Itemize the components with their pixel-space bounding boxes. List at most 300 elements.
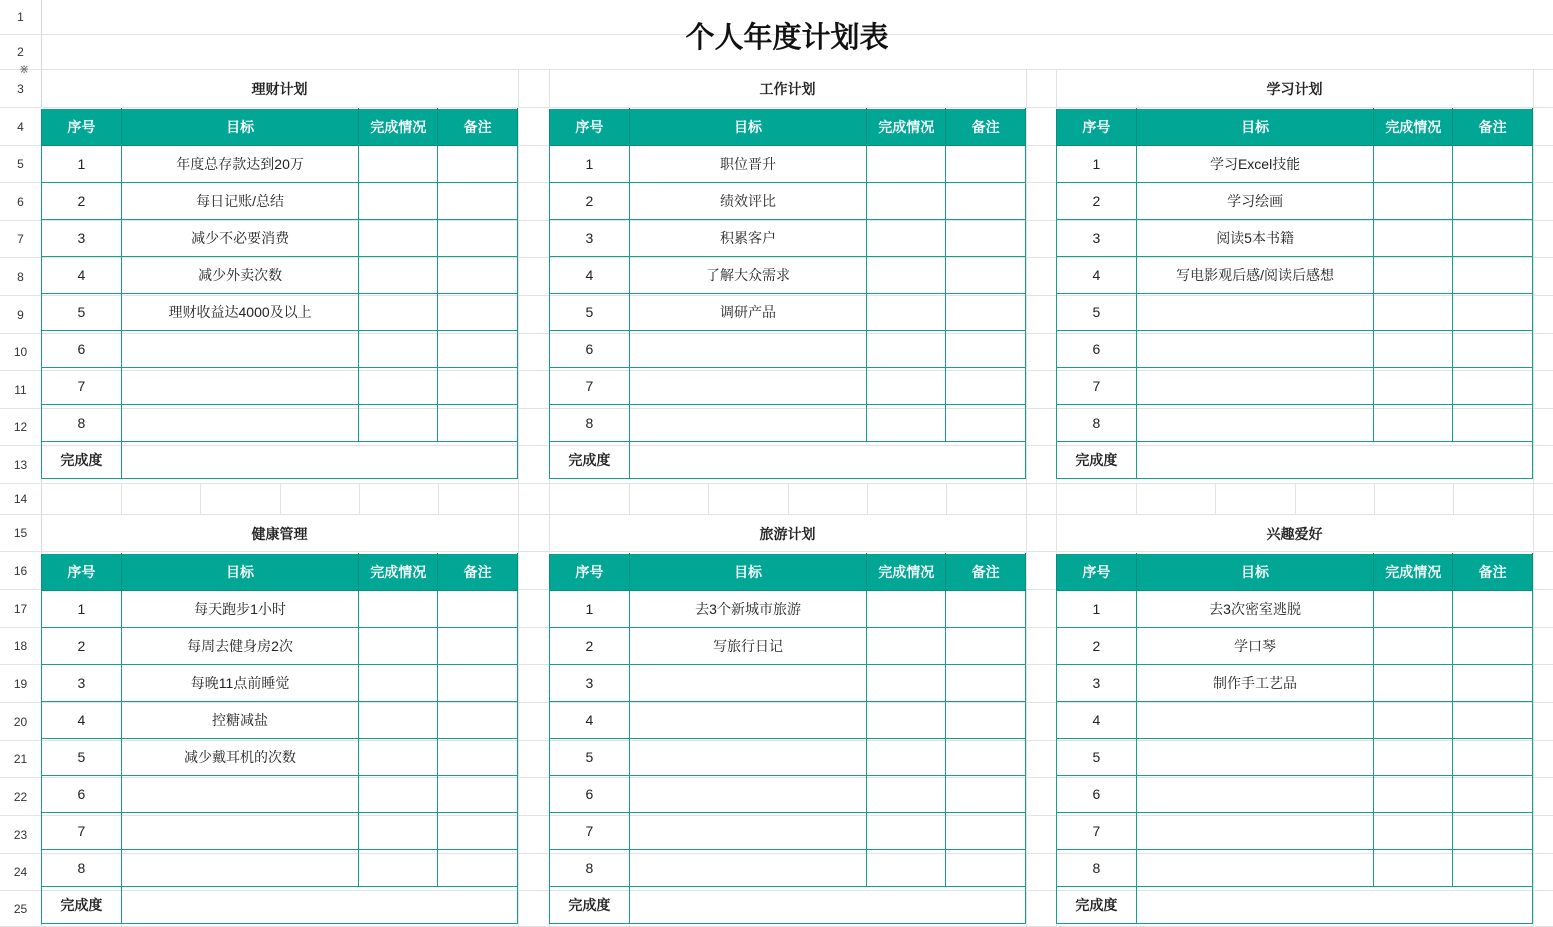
goal-cell[interactable] — [629, 739, 866, 776]
row-number[interactable]: 5 — [0, 146, 41, 183]
goal-cell[interactable] — [1136, 813, 1373, 850]
gridline — [1215, 484, 1216, 515]
completion-label[interactable]: 完成度 — [42, 442, 122, 479]
table-row — [550, 405, 1026, 442]
table-row — [42, 146, 518, 183]
status-cell[interactable] — [1374, 294, 1453, 331]
index-cell[interactable]: 5 — [550, 294, 630, 331]
goal-cell[interactable] — [1136, 739, 1373, 776]
status-cell[interactable] — [359, 702, 438, 739]
status-cell[interactable] — [867, 220, 946, 257]
note-cell[interactable] — [438, 331, 518, 368]
row-number[interactable]: 17 — [0, 590, 41, 628]
col-note-header[interactable]: 备注 — [946, 109, 1026, 146]
index-cell[interactable]: 4 — [550, 702, 630, 739]
gridline — [946, 484, 947, 515]
gridline — [1374, 484, 1375, 515]
note-cell[interactable] — [946, 331, 1026, 368]
goal-cell[interactable] — [629, 776, 866, 813]
col-status-header[interactable]: 完成情况 — [867, 109, 946, 146]
goal-cell[interactable]: 减少不必要消费 — [121, 220, 359, 257]
goal-cell[interactable]: 控糖减盐 — [121, 702, 358, 739]
note-cell[interactable] — [438, 850, 518, 887]
goal-cell[interactable]: 绩效评比 — [629, 183, 866, 220]
index-cell[interactable]: 6 — [1057, 331, 1137, 368]
note-cell[interactable] — [946, 850, 1026, 887]
index-cell[interactable]: 7 — [42, 368, 122, 405]
table-row — [1057, 739, 1533, 776]
table-row — [42, 776, 518, 813]
completion-label[interactable]: 完成度 — [1057, 442, 1137, 479]
col-status-header[interactable]: 完成情况 — [1374, 109, 1453, 146]
col-goal-header[interactable]: 目标 — [1136, 109, 1374, 146]
index-cell[interactable]: 5 — [550, 739, 630, 776]
note-cell[interactable] — [1453, 368, 1533, 405]
completion-value-cell[interactable] — [629, 887, 1025, 924]
col-index-header[interactable]: 序号 — [42, 554, 122, 591]
table-header-row — [550, 109, 1026, 146]
status-cell[interactable] — [1374, 628, 1453, 665]
table-row — [1057, 183, 1533, 220]
index-cell[interactable]: 4 — [1057, 702, 1137, 739]
index-cell[interactable]: 4 — [1057, 257, 1137, 294]
goal-cell[interactable] — [1136, 331, 1374, 368]
row-number[interactable]: 19 — [0, 665, 41, 703]
goal-cell[interactable] — [629, 850, 866, 887]
status-cell[interactable] — [1374, 702, 1453, 739]
note-cell[interactable] — [1453, 850, 1533, 887]
index-cell[interactable]: 6 — [550, 776, 630, 813]
col-note-header[interactable]: 备注 — [946, 554, 1026, 591]
table-row — [1057, 294, 1533, 331]
index-cell[interactable]: 7 — [42, 813, 122, 850]
completion-label[interactable]: 完成度 — [550, 887, 630, 924]
index-cell[interactable]: 8 — [1057, 850, 1137, 887]
goal-cell[interactable]: 年度总存款达到20万 — [121, 146, 359, 183]
index-cell[interactable]: 7 — [550, 813, 630, 850]
goal-cell[interactable] — [121, 850, 358, 887]
goal-cell[interactable]: 学口琴 — [1136, 628, 1373, 665]
index-cell[interactable]: 8 — [42, 850, 122, 887]
status-cell[interactable] — [359, 591, 438, 628]
note-cell[interactable] — [946, 257, 1026, 294]
note-cell[interactable] — [438, 405, 518, 442]
goal-cell[interactable]: 学习Excel技能 — [1136, 146, 1374, 183]
index-cell[interactable]: 5 — [42, 294, 122, 331]
status-cell[interactable] — [359, 183, 438, 220]
row-number[interactable]: 2 — [0, 35, 41, 70]
note-cell[interactable] — [438, 628, 518, 665]
row-number[interactable]: 12 — [0, 409, 41, 446]
status-cell[interactable] — [867, 331, 946, 368]
index-cell[interactable]: 2 — [42, 183, 122, 220]
goal-cell[interactable]: 减少戴耳机的次数 — [121, 739, 358, 776]
table-row — [42, 628, 518, 665]
table-row — [550, 850, 1026, 887]
completion-row — [550, 887, 1026, 924]
col-note-header[interactable]: 备注 — [1453, 554, 1533, 591]
completion-value-cell[interactable] — [121, 442, 517, 479]
goal-cell[interactable]: 去3个新城市旅游 — [629, 591, 866, 628]
goal-cell[interactable]: 制作手工艺品 — [1136, 665, 1373, 702]
gridline — [788, 484, 789, 515]
note-cell[interactable] — [1453, 628, 1533, 665]
index-cell[interactable]: 1 — [42, 146, 122, 183]
index-cell[interactable]: 3 — [42, 220, 122, 257]
status-cell[interactable] — [359, 628, 438, 665]
status-cell[interactable] — [1374, 739, 1453, 776]
col-goal-header[interactable]: 目标 — [121, 109, 359, 146]
goal-cell[interactable] — [1136, 776, 1373, 813]
note-cell[interactable] — [438, 146, 518, 183]
table-row — [550, 183, 1026, 220]
goal-cell[interactable]: 写旅行日记 — [629, 628, 866, 665]
goal-cell[interactable]: 积累客户 — [629, 220, 866, 257]
note-cell[interactable] — [438, 257, 518, 294]
note-cell[interactable] — [1453, 146, 1533, 183]
goal-cell[interactable]: 去3次密室逃脱 — [1136, 591, 1373, 628]
index-cell[interactable]: 1 — [550, 591, 630, 628]
index-cell[interactable]: 3 — [1057, 665, 1137, 702]
goal-cell[interactable]: 写电影观后感/阅读后感想 — [1136, 257, 1374, 294]
status-cell[interactable] — [867, 739, 946, 776]
table-header-row — [42, 109, 518, 146]
block-title[interactable]: 兴趣爱好 — [1266, 526, 1323, 542]
status-cell[interactable] — [1374, 368, 1453, 405]
index-cell[interactable]: 7 — [550, 368, 630, 405]
status-cell[interactable] — [867, 628, 946, 665]
index-cell[interactable]: 7 — [1057, 368, 1137, 405]
block-title[interactable]: 工作计划 — [759, 81, 816, 97]
status-cell[interactable] — [867, 405, 946, 442]
completion-value-cell[interactable] — [121, 887, 517, 924]
col-goal-header[interactable]: 目标 — [629, 554, 866, 591]
note-cell[interactable] — [1453, 665, 1533, 702]
col-index-header[interactable]: 序号 — [550, 109, 630, 146]
status-cell[interactable] — [867, 776, 946, 813]
goal-cell[interactable] — [121, 776, 358, 813]
status-cell[interactable] — [1374, 331, 1453, 368]
status-cell[interactable] — [867, 702, 946, 739]
freeze-pane-icon[interactable]: ⋇ — [18, 62, 30, 76]
note-cell[interactable] — [946, 220, 1026, 257]
goal-cell[interactable] — [121, 331, 359, 368]
index-cell[interactable]: 2 — [42, 628, 122, 665]
status-cell[interactable] — [359, 294, 438, 331]
index-cell[interactable]: 1 — [550, 146, 630, 183]
row-number[interactable]: 11 — [0, 371, 41, 409]
completion-value-cell[interactable] — [629, 442, 1025, 479]
goal-cell[interactable]: 每天跑步1小时 — [121, 591, 358, 628]
status-cell[interactable] — [867, 183, 946, 220]
index-cell[interactable]: 5 — [1057, 294, 1137, 331]
table-row — [1057, 628, 1533, 665]
col-index-header[interactable]: 序号 — [42, 109, 122, 146]
row-number[interactable]: 14 — [0, 484, 41, 515]
status-cell[interactable] — [1374, 257, 1453, 294]
index-cell[interactable]: 2 — [550, 628, 630, 665]
goal-cell[interactable] — [1136, 294, 1374, 331]
status-cell[interactable] — [867, 850, 946, 887]
note-cell[interactable] — [438, 591, 518, 628]
goal-cell[interactable] — [1136, 405, 1374, 442]
status-cell[interactable] — [1374, 183, 1453, 220]
note-cell[interactable] — [946, 294, 1026, 331]
block-title[interactable]: 理财计划 — [251, 81, 308, 97]
block-title[interactable]: 旅游计划 — [759, 526, 816, 542]
goal-cell[interactable] — [1136, 850, 1373, 887]
goal-cell[interactable]: 每日记账/总结 — [121, 183, 359, 220]
status-cell[interactable] — [1374, 146, 1453, 183]
gridline — [1453, 484, 1454, 515]
note-cell[interactable] — [1453, 813, 1533, 850]
row-number[interactable]: 18 — [0, 628, 41, 665]
row-number[interactable]: 6 — [0, 183, 41, 221]
row-number[interactable]: 3 — [0, 70, 41, 108]
status-cell[interactable] — [867, 813, 946, 850]
note-cell[interactable] — [438, 702, 518, 739]
col-index-header[interactable]: 序号 — [1057, 109, 1137, 146]
index-cell[interactable]: 5 — [42, 739, 122, 776]
goal-cell[interactable] — [121, 813, 358, 850]
index-cell[interactable]: 4 — [42, 702, 122, 739]
note-cell[interactable] — [1453, 257, 1533, 294]
goal-cell[interactable]: 学习绘画 — [1136, 183, 1374, 220]
note-cell[interactable] — [1453, 405, 1533, 442]
row-number[interactable]: 23 — [0, 816, 41, 854]
status-cell[interactable] — [867, 591, 946, 628]
block-title[interactable]: 健康管理 — [251, 526, 308, 542]
row-number[interactable]: 25 — [0, 891, 41, 927]
status-cell[interactable] — [1374, 850, 1453, 887]
table-row — [1057, 665, 1533, 702]
note-cell[interactable] — [946, 665, 1026, 702]
col-note-header[interactable]: 备注 — [438, 554, 518, 591]
note-cell[interactable] — [1453, 739, 1533, 776]
row-number[interactable]: 16 — [0, 552, 41, 590]
note-cell[interactable] — [438, 813, 518, 850]
goal-cell[interactable]: 减少外卖次数 — [121, 257, 359, 294]
goal-cell[interactable]: 职位晋升 — [629, 146, 866, 183]
status-cell[interactable] — [1374, 776, 1453, 813]
completion-value-cell[interactable] — [1136, 887, 1532, 924]
index-cell[interactable]: 6 — [42, 776, 122, 813]
note-cell[interactable] — [438, 665, 518, 702]
status-cell[interactable] — [867, 257, 946, 294]
status-cell[interactable] — [359, 739, 438, 776]
status-cell[interactable] — [1374, 591, 1453, 628]
status-cell[interactable] — [1374, 813, 1453, 850]
plan-table — [549, 108, 1026, 479]
status-cell[interactable] — [1374, 405, 1453, 442]
status-cell[interactable] — [359, 368, 438, 405]
index-cell[interactable]: 3 — [42, 665, 122, 702]
table-row — [1057, 776, 1533, 813]
note-cell[interactable] — [1453, 183, 1533, 220]
goal-cell[interactable] — [629, 331, 866, 368]
status-cell[interactable] — [867, 368, 946, 405]
goal-cell[interactable]: 每晚11点前睡觉 — [121, 665, 358, 702]
row-number[interactable]: 15 — [0, 515, 41, 552]
table-row — [550, 331, 1026, 368]
note-cell[interactable] — [946, 702, 1026, 739]
gridline — [438, 484, 439, 515]
status-cell[interactable] — [1374, 665, 1453, 702]
goal-cell[interactable] — [1136, 702, 1373, 739]
table-row — [550, 146, 1026, 183]
col-index-header[interactable]: 序号 — [550, 554, 630, 591]
note-cell[interactable] — [438, 368, 518, 405]
goal-cell[interactable]: 阅读5本书籍 — [1136, 220, 1374, 257]
index-cell[interactable]: 6 — [42, 331, 122, 368]
note-cell[interactable] — [438, 739, 518, 776]
index-cell[interactable]: 4 — [550, 257, 630, 294]
goal-cell[interactable]: 调研产品 — [629, 294, 866, 331]
goal-cell[interactable] — [121, 405, 359, 442]
row-number[interactable]: 7 — [0, 221, 41, 258]
note-cell[interactable] — [1453, 294, 1533, 331]
col-note-header[interactable]: 备注 — [1453, 109, 1533, 146]
row-number[interactable]: 24 — [0, 854, 41, 891]
col-status-header[interactable]: 完成情况 — [867, 554, 946, 591]
note-cell[interactable] — [1453, 702, 1533, 739]
index-cell[interactable]: 7 — [1057, 813, 1137, 850]
col-index-header[interactable]: 序号 — [1057, 554, 1137, 591]
note-cell[interactable] — [946, 146, 1026, 183]
status-cell[interactable] — [359, 220, 438, 257]
row-number[interactable]: 9 — [0, 296, 41, 334]
goal-cell[interactable] — [629, 702, 866, 739]
row-number[interactable]: 1 — [0, 0, 41, 35]
status-cell[interactable] — [359, 850, 438, 887]
status-cell[interactable] — [867, 146, 946, 183]
table-row — [550, 591, 1026, 628]
note-cell[interactable] — [1453, 776, 1533, 813]
note-cell[interactable] — [1453, 591, 1533, 628]
index-cell[interactable]: 8 — [550, 850, 630, 887]
note-cell[interactable] — [438, 294, 518, 331]
status-cell[interactable] — [359, 331, 438, 368]
completion-row — [1057, 887, 1533, 924]
completion-value-cell[interactable] — [1136, 442, 1532, 479]
status-cell[interactable] — [867, 665, 946, 702]
status-cell[interactable] — [359, 405, 438, 442]
index-cell[interactable]: 8 — [1057, 405, 1137, 442]
note-cell[interactable] — [946, 368, 1026, 405]
note-cell[interactable] — [438, 220, 518, 257]
note-cell[interactable] — [1453, 331, 1533, 368]
table-row — [42, 405, 518, 442]
gridline — [41, 483, 1553, 484]
goal-cell[interactable] — [121, 368, 359, 405]
gridline — [200, 484, 201, 515]
note-cell[interactable] — [946, 628, 1026, 665]
note-cell[interactable] — [438, 183, 518, 220]
table-row — [42, 368, 518, 405]
row-number[interactable]: 22 — [0, 778, 41, 816]
note-cell[interactable] — [946, 405, 1026, 442]
status-cell[interactable] — [1374, 220, 1453, 257]
goal-cell[interactable] — [1136, 368, 1374, 405]
status-cell[interactable] — [359, 665, 438, 702]
goal-cell[interactable] — [629, 665, 866, 702]
index-cell[interactable]: 8 — [42, 405, 122, 442]
index-cell[interactable]: 3 — [550, 665, 630, 702]
table-header-row — [550, 554, 1026, 591]
gridline — [280, 484, 281, 515]
table-row — [550, 628, 1026, 665]
goal-cell[interactable]: 理财收益达4000及以上 — [121, 294, 359, 331]
index-cell[interactable]: 8 — [550, 405, 630, 442]
index-cell[interactable]: 4 — [42, 257, 122, 294]
col-goal-header[interactable]: 目标 — [629, 109, 866, 146]
index-cell[interactable]: 3 — [1057, 220, 1137, 257]
row-number[interactable]: 20 — [0, 703, 41, 741]
goal-cell[interactable] — [629, 405, 866, 442]
goal-cell[interactable] — [629, 813, 866, 850]
goal-cell[interactable]: 了解大众需求 — [629, 257, 866, 294]
index-cell[interactable]: 2 — [550, 183, 630, 220]
index-cell[interactable]: 5 — [1057, 739, 1137, 776]
row-number[interactable]: 13 — [0, 446, 41, 484]
col-status-header[interactable]: 完成情况 — [359, 109, 438, 146]
index-cell[interactable]: 1 — [1057, 591, 1137, 628]
note-cell[interactable] — [946, 591, 1026, 628]
status-cell[interactable] — [359, 146, 438, 183]
goal-cell[interactable] — [629, 368, 866, 405]
table-row — [42, 294, 518, 331]
table-row — [42, 813, 518, 850]
completion-label[interactable]: 完成度 — [550, 442, 630, 479]
status-cell[interactable] — [359, 257, 438, 294]
row-number[interactable]: 4 — [0, 108, 41, 146]
completion-label[interactable]: 完成度 — [42, 887, 122, 924]
index-cell[interactable]: 6 — [1057, 776, 1137, 813]
index-cell[interactable]: 1 — [1057, 146, 1137, 183]
index-cell[interactable]: 3 — [550, 220, 630, 257]
col-note-header[interactable]: 备注 — [438, 109, 518, 146]
completion-label[interactable]: 完成度 — [1057, 887, 1137, 924]
table-row — [550, 813, 1026, 850]
table-row — [550, 739, 1026, 776]
index-cell[interactable]: 6 — [550, 331, 630, 368]
index-cell[interactable]: 1 — [42, 591, 122, 628]
completion-row — [1057, 442, 1533, 479]
table-row — [42, 850, 518, 887]
status-cell[interactable] — [359, 776, 438, 813]
col-goal-header[interactable]: 目标 — [121, 554, 358, 591]
goal-cell[interactable]: 每周去健身房2次 — [121, 628, 358, 665]
col-status-header[interactable]: 完成情况 — [1374, 554, 1453, 591]
status-cell[interactable] — [867, 294, 946, 331]
note-cell[interactable] — [438, 776, 518, 813]
block-title[interactable]: 学习计划 — [1266, 81, 1323, 97]
note-cell[interactable] — [946, 813, 1026, 850]
note-cell[interactable] — [946, 739, 1026, 776]
note-cell[interactable] — [1453, 220, 1533, 257]
note-cell[interactable] — [946, 776, 1026, 813]
col-goal-header[interactable]: 目标 — [1136, 554, 1373, 591]
row-number[interactable]: 8 — [0, 258, 41, 296]
status-cell[interactable] — [359, 813, 438, 850]
note-cell[interactable] — [946, 183, 1026, 220]
col-status-header[interactable]: 完成情况 — [359, 554, 438, 591]
index-cell[interactable]: 2 — [1057, 183, 1137, 220]
row-number[interactable]: 10 — [0, 334, 41, 371]
index-cell[interactable]: 2 — [1057, 628, 1137, 665]
row-number[interactable]: 21 — [0, 741, 41, 778]
plan-table — [1056, 108, 1533, 479]
